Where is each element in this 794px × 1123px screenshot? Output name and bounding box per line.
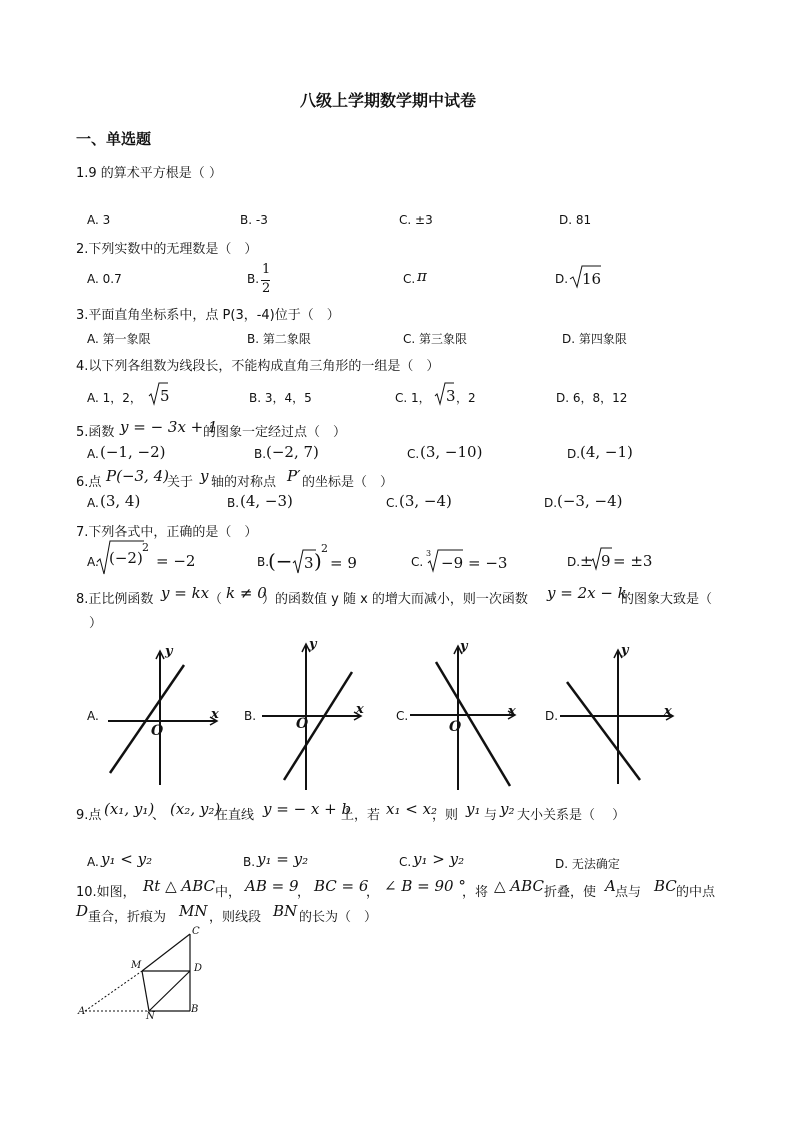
q10-figure-label-m: M (131, 960, 142, 971)
q10-triangle2: △ ABC (494, 877, 544, 895)
q1-option-d: D. 81 (559, 213, 592, 227)
q8-graph-b-origin: O (296, 716, 309, 732)
q8-graph-c-x-label: x (508, 704, 516, 719)
q10-line1-g: 点与 (615, 885, 642, 900)
q1-stem: 1.9 的算术平方根是（ ） (76, 166, 222, 181)
q10-line1-b: 中， (215, 885, 242, 900)
q4-stem: 4.以下列各组数为线段长，不能构成直角三角形的一组是（ ） (76, 359, 440, 374)
q10-line1-a: 10.如图， (76, 885, 136, 900)
page-title: 八级上学期数学期中试卷 (300, 91, 477, 110)
q10-segment-mn: MN (179, 902, 208, 920)
q5-option-a-prefix: A. (87, 447, 99, 461)
q7-option-b-prefix: B. (257, 555, 270, 569)
q4-option-b: B. 3，4，5 (249, 391, 312, 405)
q7-option-a-prefix: A. (87, 555, 99, 569)
q9-y1: y₁ (466, 800, 481, 818)
q5-option-c: (3, −10) (420, 443, 483, 461)
q5-option-d: (4, −1) (580, 443, 633, 461)
q6-stem-prefix: 6.点 (76, 475, 102, 490)
q8-stem-mid2: ）的函数值 y 随 x 的增大而减小，则一次函数 (262, 592, 528, 607)
q9-line: y = − x + b (263, 800, 352, 818)
q7-option-a-inner: (−2) (109, 549, 143, 567)
q8-graph-a (106, 645, 224, 785)
q4-option-d: D. 6，8，12 (556, 391, 628, 405)
q5-stem-suffix: 的图象一定经过点（ ） (203, 425, 347, 440)
q10-line1-c: ， (297, 885, 311, 900)
q10-line2-b: ，则线段 (209, 910, 262, 925)
q9-stem-mid2: 上，若 (341, 808, 381, 823)
q10-line1-e: ，将 (462, 885, 489, 900)
q9-stem-prefix: 9.点 (76, 808, 102, 823)
q3-option-d: D. 第四象限 (562, 332, 627, 346)
q8-option-b-label: B. (244, 709, 257, 723)
q10-bc: BC = 6 (314, 877, 369, 895)
q7-option-b-exponent: 2 (321, 542, 328, 555)
q4-option-c-prefix: C. 1， (395, 391, 431, 405)
q2-fraction-numerator: 1 (262, 262, 271, 277)
q10-line1-f: 折叠，使 (544, 885, 597, 900)
q9-sep: 、 (152, 808, 166, 823)
q7-stem: 7.下列各式中，正确的是（ ） (76, 525, 258, 540)
q4-option-c-radicand: 3 (446, 387, 456, 405)
q9-option-b: y₁ = y₂ (257, 850, 309, 868)
q9-option-c: y₁ > y₂ (413, 850, 465, 868)
q8-option-d-label: D. (545, 709, 559, 723)
q2-sqrt-radicand: 16 (582, 270, 602, 288)
q5-stem-prefix: 5.函数 (76, 425, 115, 440)
q6-option-a: (3, 4) (100, 492, 141, 510)
q9-y2: y₂ (500, 800, 515, 818)
q10-line2-a: 重合，折痕为 (88, 910, 167, 925)
q2-option-a: A. 0.7 (87, 272, 122, 286)
sqrt-icon (148, 382, 160, 406)
q7-option-c-index: 3 (426, 549, 432, 558)
q10-line1-h: 的中点 (676, 885, 716, 900)
q7-option-a-rhs: = −2 (156, 552, 196, 570)
q9-stem-mid3: ，则 (432, 808, 459, 823)
q2-option-d-prefix: D. (555, 272, 569, 286)
q5-option-b-prefix: B. (254, 447, 267, 461)
q5-function: y = − 3x + 1 (120, 418, 218, 436)
q4-option-a-radicand: 5 (160, 387, 170, 405)
q6-stem-suffix: 的坐标是（ ） (302, 475, 394, 490)
q10-ab: AB = 9 (245, 877, 299, 895)
q1-option-a: A. 3 (87, 213, 111, 227)
q2-stem: 2.下列实数中的无理数是（ ） (76, 242, 258, 257)
q9-option-a-prefix: A. (87, 855, 99, 869)
q8-graph-c-y-label: y (460, 639, 468, 654)
q7-option-d-rhs: = ±3 (613, 552, 653, 570)
q6-stem-mid2: 轴的对称点 (211, 475, 277, 490)
q9-option-a: y₁ < y₂ (101, 850, 153, 868)
q8-cond: k ≠ 0 (226, 584, 267, 602)
q2-option-b-prefix: B. (247, 272, 260, 286)
q7-option-c-prefix: C. (411, 555, 424, 569)
q10-figure-label-d: D (194, 963, 203, 974)
q7-option-d-pm: ± (580, 552, 593, 570)
q8-option-c-label: C. (396, 709, 409, 723)
cube-root-icon (427, 549, 441, 573)
q8-graph-c (410, 640, 522, 790)
q8-option-a-label: A. (87, 709, 99, 723)
q6-option-a-prefix: A. (87, 496, 99, 510)
q8-graph-b-y-label: y (309, 637, 317, 652)
q8-graph-a-origin: O (151, 723, 164, 739)
q3-option-c: C. 第三象限 (403, 332, 468, 346)
q7-option-b-paren-open: (− (268, 549, 293, 573)
q7-option-b-inner: 3 (304, 554, 314, 572)
q10-point-a: A (605, 877, 616, 895)
q10-line1-d: ， (366, 885, 380, 900)
q6-stem-mid: 关于 (167, 475, 194, 490)
sqrt-icon (292, 549, 304, 575)
sqrt-icon (434, 382, 446, 406)
q7-option-b-paren-close: ) (314, 549, 322, 573)
q9-cond: x₁ < x₂ (386, 800, 438, 818)
q9-option-c-prefix: C. (399, 855, 412, 869)
q9-option-d: D. 无法确定 (555, 857, 620, 871)
q8-stem-mid: （ (209, 592, 223, 607)
q9-stem-mid: 在直线 (215, 808, 255, 823)
q8-expr2: y = 2x − k (547, 584, 627, 602)
q7-option-d-prefix: D. (567, 555, 581, 569)
q8-graph-d-x-label: x (664, 704, 672, 719)
q6-option-b: (4, −3) (240, 492, 293, 510)
q5-option-c-prefix: C. (407, 447, 420, 461)
q8-graph-a-x-label: x (211, 707, 219, 722)
q6-option-c-prefix: C. (386, 496, 399, 510)
q10-angle: ∠ B = 90 ° (384, 877, 466, 895)
q8-stem-line2: ） (89, 616, 103, 631)
q8-graph-d (560, 644, 680, 784)
q6-option-d-prefix: D. (544, 496, 558, 510)
q10-triangle: Rt △ ABC (143, 877, 216, 895)
q3-option-b: B. 第二象限 (247, 332, 311, 346)
q10-figure-label-n: N (146, 1011, 155, 1022)
q10-segment-bn: BN (273, 902, 298, 920)
q7-option-b-rhs: = 9 (330, 554, 357, 572)
q4-option-a-prefix: A. 1，2， (87, 391, 142, 405)
q7-option-a-exponent: 2 (142, 541, 149, 554)
q2-fraction-denominator: 2 (262, 281, 271, 296)
q3-option-a: A. 第一象限 (87, 332, 151, 346)
q7-option-d-inner: 9 (601, 552, 611, 570)
q6-point: P(−3, 4) (106, 467, 169, 485)
q7-option-c-inner: −9 (441, 554, 464, 572)
q3-stem: 3.平面直角坐标系中，点 P(3，-4)位于（ ） (76, 308, 340, 323)
q2-pi: π (417, 267, 427, 285)
q2-option-c-prefix: C. (403, 272, 416, 286)
q8-graph-c-origin: O (449, 719, 462, 735)
q4-option-c-suffix: ，2 (456, 391, 476, 405)
sqrt-icon (569, 265, 583, 289)
section-heading: 一、单选题 (76, 130, 152, 148)
q8-graph-d-y-label: y (621, 643, 629, 658)
q8-stem-prefix: 8.正比例函数 (76, 592, 154, 607)
q6-option-c: (3, −4) (399, 492, 452, 510)
q5-option-d-prefix: D. (567, 447, 581, 461)
q10-figure-label-c: C (192, 926, 200, 937)
q8-graph-a-y-label: y (165, 644, 173, 659)
q10-point-d: D (76, 902, 89, 920)
q6-option-b-prefix: B. (227, 496, 240, 510)
q6-point-prime: P′ (287, 467, 301, 485)
q6-axis: y (200, 467, 209, 485)
q9-point2: (x₂, y₂) (170, 800, 221, 818)
q1-option-b: B. -3 (240, 213, 268, 227)
q8-graph-b-x-label: x (356, 702, 364, 717)
q1-option-c: C. ±3 (399, 213, 433, 227)
q5-option-a: (−1, −2) (100, 443, 166, 461)
q9-option-b-prefix: B. (243, 855, 256, 869)
q9-stem-mid4: 与 (484, 808, 498, 823)
q10-line2-c: 的长为（ ） (299, 910, 378, 925)
q9-stem-suffix: 大小关系是（ ） (517, 808, 626, 823)
q10-segment-bc: BC (654, 877, 677, 895)
q8-expr1: y = kx (161, 584, 210, 602)
q7-option-c-rhs: = −3 (468, 554, 508, 572)
q6-option-d: (−3, −4) (557, 492, 623, 510)
q8-graph-b (262, 638, 368, 790)
q9-point1: (x₁, y₁) (104, 800, 155, 818)
q8-stem-suffix: 的图象大致是（ (621, 592, 713, 607)
q10-figure-label-b: B (191, 1004, 199, 1015)
q10-figure-label-a: A (78, 1006, 86, 1017)
q5-option-b: (−2, 7) (266, 443, 319, 461)
